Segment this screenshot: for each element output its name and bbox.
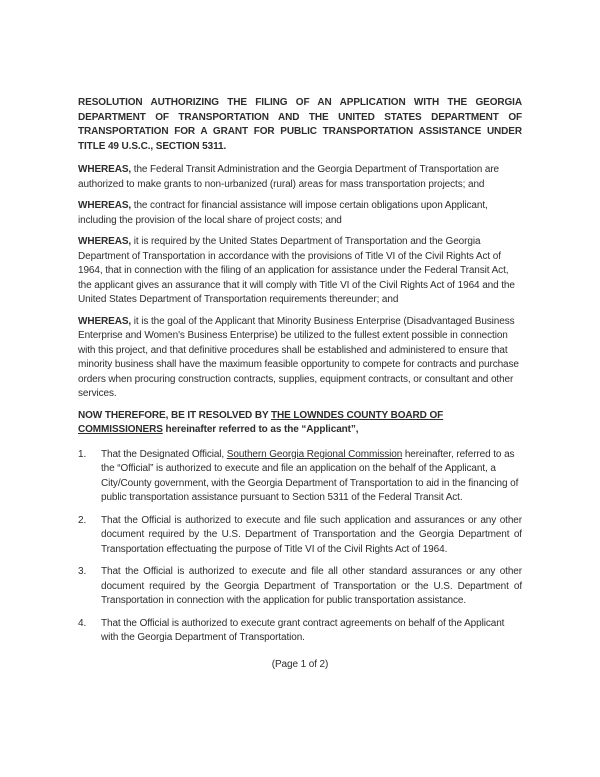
item-number-2: 2. xyxy=(78,514,87,526)
item-number-3: 3. xyxy=(78,566,87,577)
resolution-prefix: NOW THEREFORE, BE IT RESOLVED BY xyxy=(78,409,272,421)
item-text-1 xyxy=(101,448,522,506)
resolution-items-list xyxy=(78,448,522,646)
list-item-2 xyxy=(78,514,522,558)
item-number-4: 4. xyxy=(78,617,87,629)
item-text-2 xyxy=(101,514,522,558)
item-1-underlined-name: Southern Georgia Regional Commission xyxy=(226,448,403,460)
item-1-post: hereinafter, referred to as the “Official” is authorized to execute and file an application on the behalf of the Applicant, a City/County government, with the Georgia Department of Transportation to aid in the financing of public transportation assistance pursuant to Section 5311 of the Federal Transit Act. xyxy=(101,448,519,503)
whereas-text-2: the contract for financial assistance will impose certain obligations upon Applicant, including the provision of the local share of project costs; and xyxy=(78,200,488,226)
whereas-lead-3: WHEREAS, xyxy=(78,236,132,247)
item-3-pre: That the Official is authorized to execute and file all other standard assurances or any other document required by the Georgia Department of Transportation or the U.S. Department of Transportation in connection with the application for public transportation assistance. xyxy=(101,566,522,606)
whereas-clause-2 xyxy=(78,199,522,228)
item-2-pre: That the Official is authorized to execute and file such application and assurances or any other document required by the U.S. Department of Transportation and the Georgia Department of Transportation effectuating the purpose of Title VI of the Civil Rights Act of 1964. xyxy=(101,514,522,555)
document-title: RESOLUTION AUTHORIZING THE FILING OF AN APPLICATION WITH THE GEORGIA DEPARTMENT OF TRANSPORTATION AND THE UNITED STATES DEPARTMENT OF TRANSPORTATION FOR A GRANT FOR PUBLIC TRANSPORTATION ASSISTANCE UNDER TITLE 49 U.S.C., SECTION 5311. xyxy=(78,97,522,152)
list-item-4 xyxy=(78,617,522,646)
whereas-clause-4 xyxy=(78,315,522,402)
resolution-body-name: THE LOWNDES COUNTY BOARD OF COMMISSIONERS xyxy=(78,409,444,435)
whereas-lead-4: WHEREAS, xyxy=(78,315,132,327)
whereas-text-3: it is required by the United States Department of Transportation and the Georgia Department of Transportation in accordance with the provisions of Title VI of the Civil Rights Act of 1964, that in connection with the filing of an application for assistance under the Federal Transit Act, the applicant gives an assurance that it will comply with Title VI of the Civil Rights Act of 1964 and the United States Department of Transportation requirements thereunder; and xyxy=(78,236,515,305)
whereas-lead-1: WHEREAS, xyxy=(78,164,132,175)
item-number-1: 1. xyxy=(78,448,87,460)
page-number-footer: (Page 1 of 2) xyxy=(271,658,329,670)
whereas-clause-3 xyxy=(78,235,522,308)
whereas-text-4: it is the goal of the Applicant that Minority Business Enterprise (Disadvantaged Business Enterprise and Women's Business Enterprise) be utilized to the fullest extent possible in connection with this project, and that definitive procedures shall be established and administered to ensure that minority business shall have the maximum feasible opportunity to compete for contracts and purchase orders when procuring construction contracts, supplies, equipment contracts, or consultant and other services. xyxy=(78,315,519,399)
resolution-clause xyxy=(78,409,522,438)
resolution-suffix: hereinafter referred to as the “Applicant”, xyxy=(162,424,359,435)
whereas-lead-2: WHEREAS, xyxy=(78,200,132,211)
whereas-text-1: the Federal Transit Administration and the Georgia Department of Transportation are authorized to make grants to non-urbanized (rural) areas for mass transportation projects; and xyxy=(78,164,500,190)
list-item-1 xyxy=(78,448,522,506)
item-text-3 xyxy=(101,565,522,609)
item-text-4 xyxy=(101,617,522,646)
item-4-pre: That the Official is authorized to execute grant contract agreements on behalf of the Applicant with the Georgia Department of Transportation. xyxy=(101,617,505,643)
whereas-clause-1 xyxy=(78,163,522,192)
item-1-pre: That the Designated Official, xyxy=(101,448,227,460)
list-item-3 xyxy=(78,565,522,609)
